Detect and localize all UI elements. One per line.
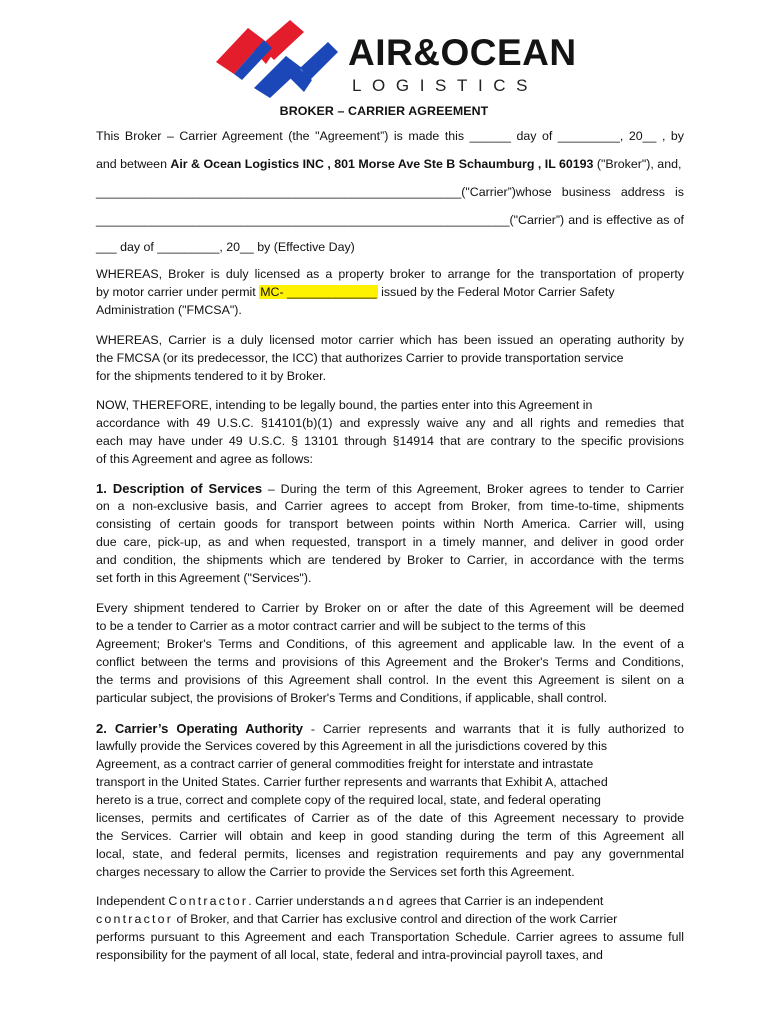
effective-date-line: ___ day of _________, 20__ by (Effective Day): [96, 240, 355, 254]
shipment-terms-line: particular subject, the provisions of Broker's Terms and Conditions, if applicable, shall control.: [96, 691, 608, 705]
now-therefore-line: of this Agreement and agree as follows:: [96, 452, 313, 466]
section-2-line: 2. Carrier’s Operating Authority - Carrier represents and warrants that it is fully authorized to: [96, 721, 685, 736]
whereas-broker-line: by motor carrier under permit MC- _____________ issued by the Federal Motor Carrier Safety: [96, 285, 615, 299]
shipment-terms-line: the terms and provisions of this Agreement shall control. In the event this Agreement is silent on a: [96, 673, 684, 687]
whereas-carrier-line: the FMCSA (or its predecessor, the ICC) that authorizes Carrier to provide transportation service: [96, 351, 624, 365]
now-therefore-line: accordance with 49 U.S.C. §14101(b)(1) and expressly waive any and all rights and remedies that: [96, 416, 684, 430]
shipment-terms-line: to be a tender to Carrier as a motor contract carrier and will be subject to the terms of this: [96, 619, 586, 633]
shipment-terms-line: Agreement; Broker's Terms and Conditions, of this agreement and applicable law. In the event of a: [96, 637, 684, 651]
section-2-line: licenses, permits and certificates of Carrier as of the date of this Agreement necessary to provide: [96, 811, 684, 825]
broker-name-address: Air & Ocean Logistics INC , 801 Morse Ave Ste B Schaumburg , IL 60193: [170, 157, 594, 171]
carrier-name-blank: _____________________________________________________("Carrier”)whose business address is: [96, 185, 684, 199]
section-2-line: hereto is a true, correct and complete copy of the required local, state, and federal operating: [96, 793, 601, 807]
whereas-carrier-line: for the shipments tendered to it by Broker.: [96, 369, 327, 383]
section-2-line: lawfully provide the Services covered by this Agreement in all the jurisdictions covered by this: [96, 739, 608, 753]
shipment-terms-line: Every shipment tendered to Carrier by Broker on or after the date of this Agreement will be deemed: [96, 601, 684, 615]
independent-contractor-line: Independent Contractor. Carrier understands and agrees that Carrier is an independent: [96, 894, 604, 908]
carrier-address-blank: ____________________________________________________________("Carrier”) and is effective as of: [96, 213, 684, 227]
section-2-heading: 2. Carrier’s Operating Authority: [96, 721, 304, 736]
logo-wordmark: AIR&OCEAN: [348, 32, 577, 73]
document-title: BROKER – CARRIER AGREEMENT: [279, 104, 489, 118]
section-2-line: transport in the United States. Carrier further represents and warrants that Exhibit A, attached: [96, 775, 608, 789]
company-logo: [208, 18, 578, 98]
section-1-line: consisting of certain goods for transport between points within North America. Carrier will, using: [96, 517, 684, 531]
section-1-line: due care, pick-up, as and when requested, transport in a timely manner, and deliver in good order: [96, 535, 684, 549]
logo-mark-icon: [208, 18, 338, 98]
now-therefore-line: NOW, THEREFORE, intending to be legally bound, the parties enter into this Agreement in: [96, 398, 593, 412]
logo-subtitle: LOGISTICS: [352, 76, 539, 95]
whereas-broker-line: WHEREAS, Broker is duly licensed as a property broker to arrange for the transportation of property: [96, 267, 684, 281]
independent-contractor-line: contractor of Broker, and that Carrier has exclusive control and direction of the work Carrier: [96, 912, 618, 926]
section-2-line: local, state, and federal permits, licenses and registration requirements and pay any governmental: [96, 847, 684, 861]
section-2-line: the Services. Carrier will obtain and keep in good standing during the term of this Agreement all: [96, 829, 684, 843]
intro-line: This Broker – Carrier Agreement (the "Agreement”) is made this ______ day of _________, 20__ , by: [96, 129, 684, 143]
intro-parties-line: and between Air & Ocean Logistics INC , 801 Morse Ave Ste B Schaumburg , IL 60193 ("Broker"), and,: [96, 157, 682, 171]
section-2-line: Agreement, as a contract carrier of general commodities freight for interstate and intrastate: [96, 757, 594, 771]
section-1-line: set forth in this Agreement ("Services").: [96, 571, 312, 585]
independent-contractor-line: responsibility for the payment of all local, state, federal and intra-provincial payroll taxes, and: [96, 948, 603, 962]
whereas-broker-line: Administration ("FMCSA").: [96, 303, 242, 317]
section-1-heading: 1. Description of Services: [96, 481, 263, 496]
section-1-line: on a non-exclusive basis, and Carrier agrees to accept from Broker, from time-to-time, shipments: [96, 499, 684, 513]
shipment-terms-line: conflict between the terms and provisions of this Agreement and the Broker's Terms and Conditions,: [96, 655, 684, 669]
whereas-carrier-line: WHEREAS, Carrier is a duly licensed motor carrier which has been issued an operating authority by: [96, 333, 684, 347]
independent-contractor-line: performs pursuant to this Agreement and each Transportation Schedule. Carrier agrees to assume full: [96, 930, 684, 944]
now-therefore-line: each may have under 49 U.S.C. § 13101 through §14914 that are contrary to the specific provisions: [96, 434, 684, 448]
mc-number-field: MC- _____________: [260, 285, 377, 299]
section-1-line: 1. Description of Services – During the term of this Agreement, Broker agrees to tender to Carrier: [96, 481, 684, 496]
section-2-line: charges necessary to allow the Carrier to provide the Services set forth this Agreement.: [96, 865, 575, 879]
section-1-line: and condition, the shipments which are tendered by Broker to Carrier, in accordance with the terms: [96, 553, 684, 567]
